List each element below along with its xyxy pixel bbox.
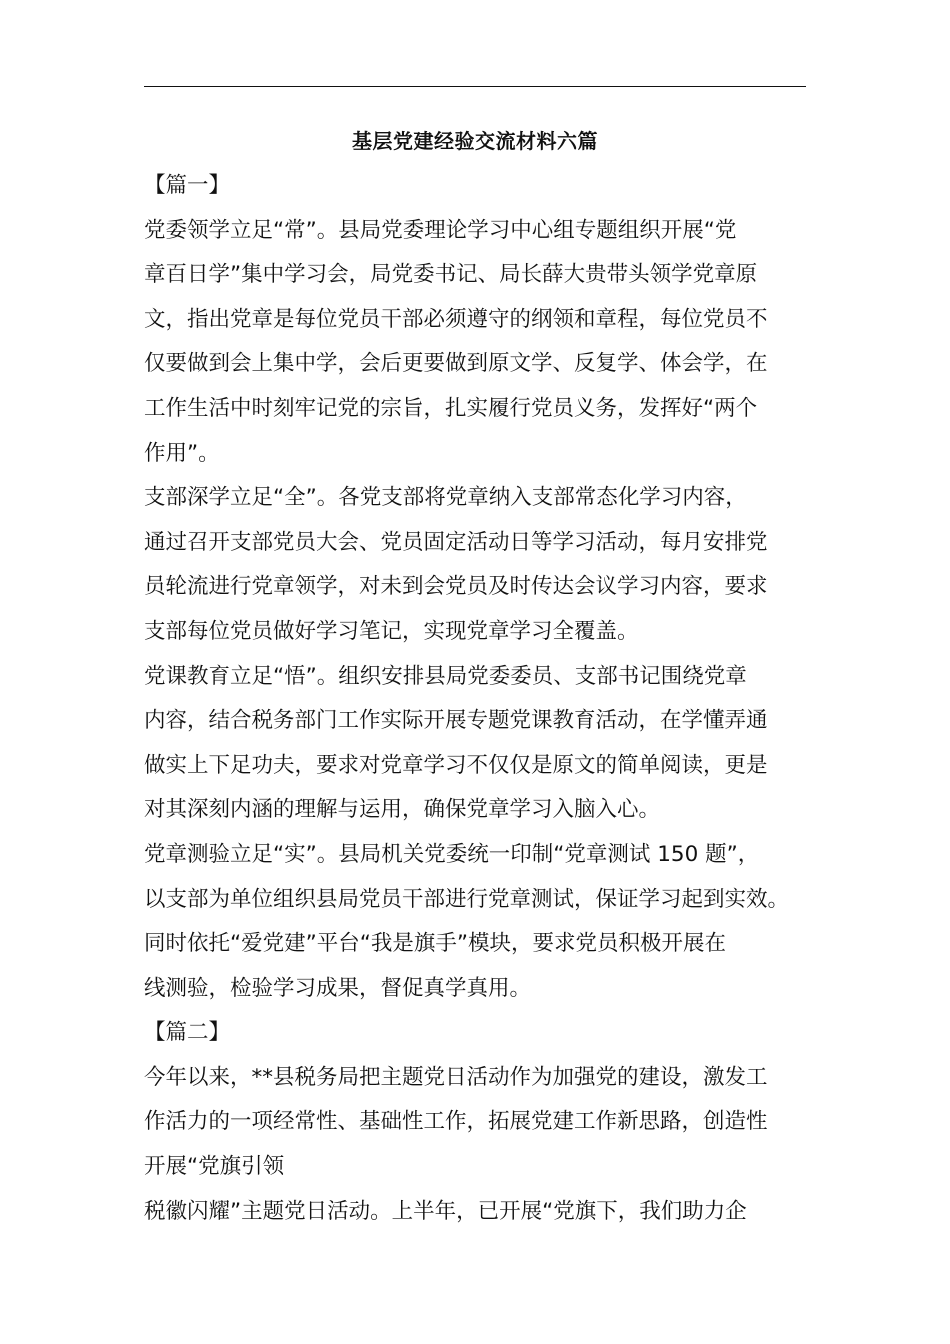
text-line: 今年以来，**县税务局把主题党日活动作为加强党的建设，激发工 [144, 1064, 768, 1090]
text-line: 仅要做到会上集中学，会后更要做到原文学、反复学、体会学，在 [144, 351, 768, 377]
text-line: 线测验，检验学习成果，督促真学真用。 [144, 975, 532, 1001]
text-line: 作活力的一项经常性、基础性工作，拓展党建工作新思路，创造性 [144, 1109, 768, 1135]
text-line: 开展“党旗引领 [144, 1154, 285, 1180]
text-line: 对其深刻内涵的理解与运用，确保党章学习入脑入心。 [144, 797, 661, 823]
text-line: 支部每位党员做好学习笔记，实现党章学习全覆盖。 [144, 618, 639, 644]
text-line: 做实上下足功夫，要求对党章学习不仅仅是原文的简单阅读，更是 [144, 752, 768, 778]
text-line: 工作生活中时刻牢记党的宗旨，扎实履行党员义务，发挥好“两个 [144, 395, 758, 421]
text-line: 党章测验立足“实”。县局机关党委统一印制“党章测试 150 题”， [144, 841, 760, 867]
text-line: 以支部为单位组织县局党员干部进行党章测试，保证学习起到实效。 [144, 886, 790, 912]
header-rule [144, 86, 806, 87]
document-title: 基层党建经验交流材料六篇 [352, 129, 598, 153]
text-line: 内容，结合税务部门工作实际开展专题党课教育活动，在学懂弄通 [144, 708, 768, 734]
text-line: 文，指出党章是每位党员干部必须遵守的纲领和章程，每位党员不 [144, 306, 768, 332]
text-line: 通过召开支部党员大会、党员固定活动日等学习活动，每月安排党 [144, 529, 768, 555]
section-heading: 【篇二】 [144, 1020, 231, 1046]
text-line: 章百日学”集中学习会，局党委书记、局长薛大贵带头领学党章原 [144, 262, 758, 288]
text-line: 作用”。 [144, 440, 220, 466]
text-line: 同时依托“爱党建”平台“我是旗手”模块，要求党员积极开展在 [144, 931, 727, 957]
text-line: 党委领学立足“常”。县局党委理论学习中心组专题组织开展“党 [144, 217, 737, 243]
text-line: 税徽闪耀”主题党日活动。上半年，已开展“党旗下，我们助力企 [144, 1198, 747, 1224]
text-line: 支部深学立足“全”。各党支部将党章纳入支部常态化学习内容， [144, 485, 747, 511]
document-body [144, 164, 824, 1234]
text-line: 员轮流进行党章领学，对未到会党员及时传达会议学习内容，要求 [144, 574, 768, 600]
section-heading: 【篇一】 [144, 173, 231, 198]
text-line: 党课教育立足“悟”。组织安排县局党委委员、支部书记围绕党章 [144, 663, 747, 689]
